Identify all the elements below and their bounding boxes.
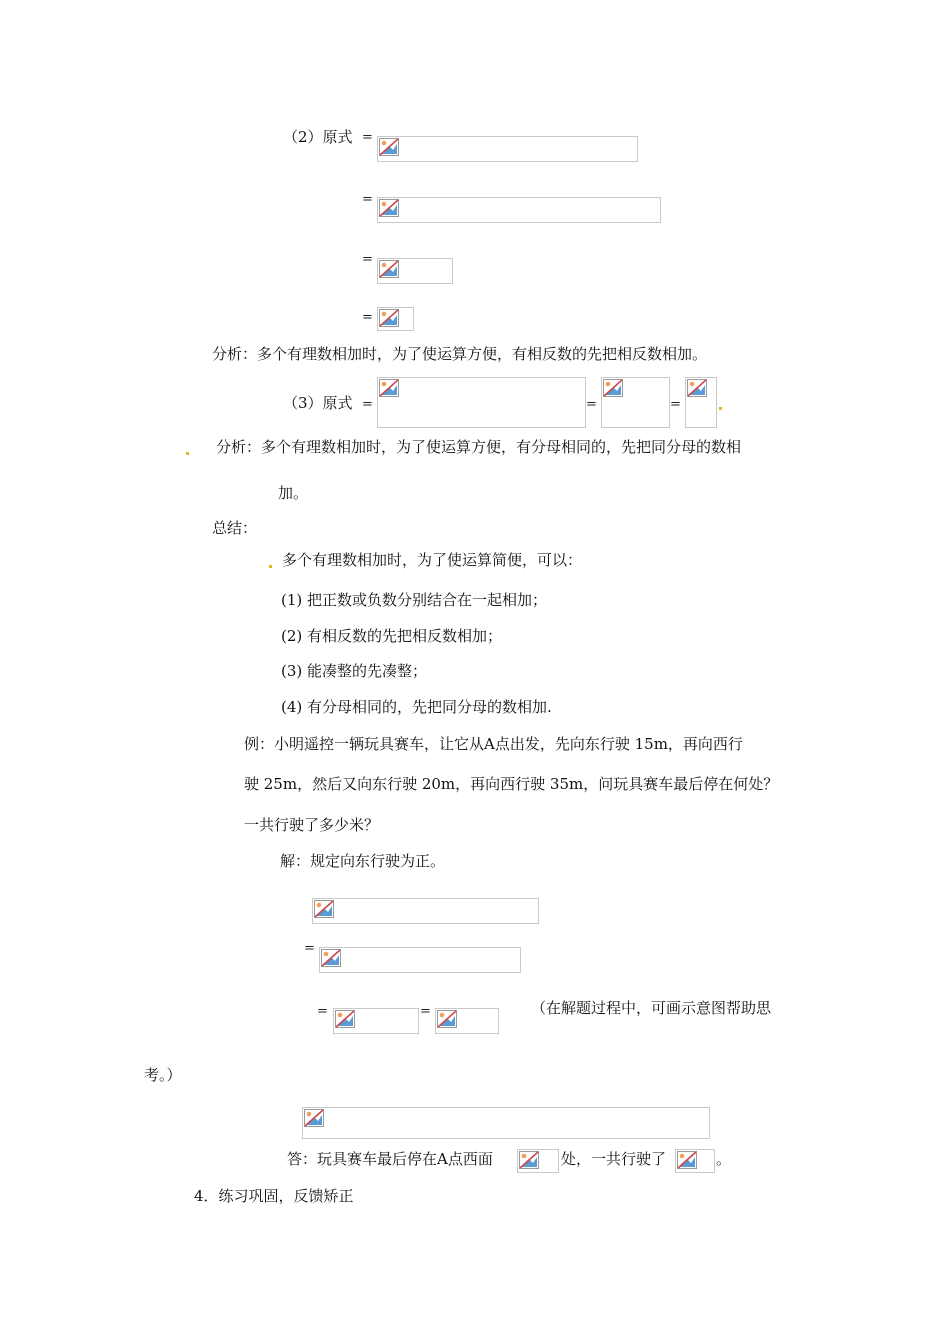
equals-sign: =	[362, 192, 373, 207]
formula-3-label: （3）原式	[283, 394, 353, 412]
broken-image-icon	[379, 138, 399, 156]
broken-image-icon	[379, 260, 399, 278]
equals-sign: =	[586, 397, 597, 412]
broken-image-icon	[335, 1010, 355, 1028]
summary-heading: 总结：	[212, 519, 258, 537]
equals-sign: =	[362, 397, 373, 412]
summary-item: (3) 能凑整的先凑整；	[281, 662, 428, 680]
equals-sign: =	[420, 1004, 431, 1019]
broken-image-icon	[437, 1010, 457, 1028]
answer-value-image	[675, 1149, 715, 1173]
solution-line: 解：规定向东行驶为正。	[280, 852, 446, 870]
summary-item: (1) 把正数或负数分别结合在一起相加；	[281, 591, 548, 609]
broken-image-icon	[379, 379, 399, 397]
anchor-marker	[269, 565, 272, 568]
formula-image	[377, 377, 586, 428]
analysis-1: 分析：多个有理数相加时，为了使运算方便，有相反数的先把相反数相加。	[212, 345, 708, 363]
broken-image-icon	[321, 949, 341, 967]
formula-image	[302, 1107, 710, 1139]
formula-image	[312, 898, 539, 924]
formula-image	[377, 307, 414, 331]
broken-image-icon	[603, 379, 623, 397]
equals-sign: =	[362, 130, 373, 145]
equals-sign: =	[362, 252, 373, 267]
answer-end: 。	[716, 1150, 732, 1168]
summary-item: (2) 有相反数的先把相反数相加；	[281, 627, 503, 645]
broken-image-icon	[379, 199, 399, 217]
answer-text: 处，一共行驶了	[561, 1150, 667, 1168]
summary-intro: 多个有理数相加时，为了使运算简便，可以：	[282, 551, 583, 569]
broken-image-icon	[379, 309, 399, 327]
equals-sign: =	[362, 310, 373, 325]
broken-image-icon	[304, 1109, 324, 1127]
hint-text: （在解题过程中，可画示意图帮助思	[531, 999, 772, 1017]
analysis-2: 分析：多个有理数相加时，为了使运算方便，有分母相同的，先把同分母的数相	[216, 438, 742, 456]
broken-image-icon	[677, 1151, 697, 1169]
example-line: 一共行驶了多少米？	[244, 816, 380, 834]
equals-sign: =	[317, 1004, 328, 1019]
formula-image	[685, 377, 717, 428]
formula-image	[435, 1008, 499, 1034]
example-line: 驶 25m，然后又向东行驶 20m，再向西行驶 35m，问玩具赛车最后停在何处？	[244, 775, 779, 793]
broken-image-icon	[687, 379, 707, 397]
answer-text: 答：玩具赛车最后停在A点西面	[287, 1150, 493, 1168]
formula-image	[377, 197, 661, 223]
hint-text-cont: 考。）	[144, 1066, 182, 1084]
formula-image	[377, 136, 638, 162]
equals-sign: =	[670, 397, 681, 412]
formula-2-label: （2）原式	[283, 128, 353, 146]
broken-image-icon	[314, 900, 334, 918]
anchor-marker	[719, 407, 722, 410]
equals-sign: =	[304, 941, 315, 956]
summary-item: (4) 有分母相同的，先把同分母的数相加.	[281, 698, 552, 716]
formula-image	[319, 947, 521, 973]
section-heading: 4．练习巩固，反馈矫正	[194, 1187, 354, 1205]
broken-image-icon	[519, 1151, 539, 1169]
anchor-marker	[186, 452, 189, 455]
formula-image	[601, 377, 670, 428]
formula-image	[333, 1008, 419, 1034]
example-line: 例：小明遥控一辆玩具赛车，让它从A点出发，先向东行驶 15m，再向西行	[244, 735, 743, 753]
analysis-2-cont: 加。	[278, 484, 309, 502]
answer-value-image	[517, 1149, 559, 1173]
formula-image	[377, 258, 453, 284]
